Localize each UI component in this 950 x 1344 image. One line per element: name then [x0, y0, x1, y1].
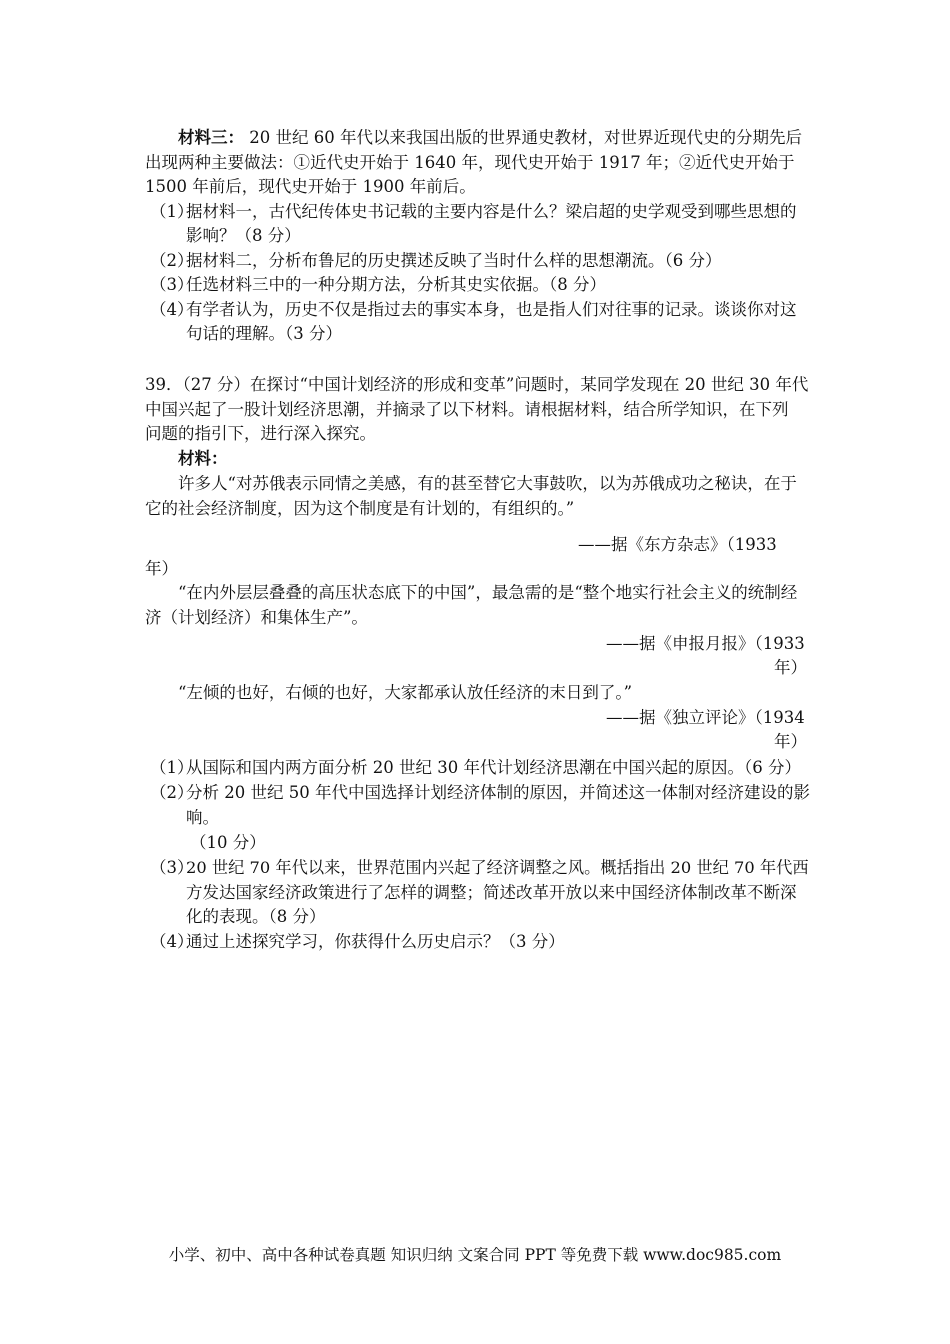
q39-source3-tail: 年） — [774, 732, 807, 751]
q39-3-line1: 20 世纪 70 年代以来，世界范围内兴起了经济调整之风。概括指出 20 世纪 70 年代西 — [186, 858, 809, 877]
material3-text1: 20 世纪 60 年代以来我国出版的世界通史教材，对世界近现代史的分期先后 — [249, 128, 802, 147]
q39-1-number: （1） — [150, 758, 194, 777]
q39-quote1-line1: 许多人“对苏俄表示同情之美感，有的甚至替它大事鼓吹，以为苏俄成功之秘诀，在于 — [178, 474, 797, 493]
q39-intro-line2: 中国兴起了一股计划经济思潮，并摘录了以下材料。请根据材料，结合所学知识，在下列 — [145, 400, 789, 419]
q39-quote2-line1: “在内外层层叠叠的高压状态底下的中国”，最急需的是“整个地实行社会主义的统制经 — [178, 583, 798, 602]
q38-4-line1: 有学者认为，历史不仅是指过去的事实本身，也是指人们对往事的记录。谈谈你对这 — [186, 300, 797, 319]
q39-3-number: （3） — [150, 858, 194, 877]
q38-1-number: （1） — [150, 202, 194, 221]
q39-source1: ——据《东方杂志》（1933 — [578, 535, 777, 554]
q39-source3: ——据《独立评论》（1934 — [606, 708, 805, 727]
q39-4-line1: 通过上述探究学习，你获得什么历史启示？（3 分） — [186, 932, 565, 951]
q39-intro-line1: 39．（27 分）在探讨“中国计划经济的形成和变革”问题时，某同学发现在 20 世纪 30 年代 — [145, 375, 809, 394]
q39-2-line1: 分析 20 世纪 50 年代中国选择计划经济体制的原因，并简述这一体制对经济建设的影 — [186, 783, 810, 802]
material3-line3: 1500 年前后，现代史开始于 1900 年前后。 — [145, 177, 476, 196]
q38-4-line2: 句话的理解。（3 分） — [186, 324, 342, 343]
q39-source2-tail: 年） — [774, 658, 807, 677]
q38-2-line1: 据材料二，分析布鲁尼的历史撰述反映了当时什么样的思想潮流。（6 分） — [186, 251, 722, 270]
q39-quote2-line2: 济（计划经济）和集体生产”。 — [145, 608, 368, 627]
q39-3-line3: 化的表现。（8 分） — [186, 907, 326, 926]
material3-line1 — [178, 126, 802, 150]
q39-2-line3: （10 分） — [190, 833, 266, 852]
page-footer: 小学、初中、高中各种试卷真题 知识归纳 文案合同 PPT 等免费下载 www.doc985.com — [168, 1246, 782, 1264]
material3-line2: 出现两种主要做法：①近代史开始于 1640 年，现代史开始于 1917 年；②近代史开始于 — [145, 153, 795, 172]
q39-quote3: “左倾的也好，右倾的也好，大家都承认放任经济的末日到了。” — [178, 683, 633, 702]
q38-1-line2: 影响？（8 分） — [186, 226, 301, 245]
q39-4-number: （4） — [150, 932, 194, 951]
q39-source1-tail: 年） — [145, 559, 178, 578]
q38-3-number: （3） — [150, 275, 194, 294]
q39-material-label: 材料： — [178, 449, 228, 468]
q38-2-number: （2） — [150, 251, 194, 270]
q39-intro-line3: 问题的指引下，进行深入探究。 — [145, 424, 376, 443]
q38-3-line1: 任选材料三中的一种分期方法，分析其史实依据。（8 分） — [186, 275, 606, 294]
q39-quote1-line2: 它的社会经济制度，因为这个制度是有计划的，有组织的。” — [145, 499, 575, 518]
q39-1-line1: 从国际和国内两方面分析 20 世纪 30 年代计划经济思潮在中国兴起的原因。（6 分） — [186, 758, 801, 777]
q39-source2: ——据《申报月报》（1933 — [606, 634, 805, 653]
q38-4-number: （4） — [150, 300, 194, 319]
q38-1-line1: 据材料一，古代纪传体史书记载的主要内容是什么？梁启超的史学观受到哪些思想的 — [186, 202, 797, 221]
material3-label: 材料三： — [178, 128, 244, 147]
q39-2-line2: 响。 — [186, 808, 219, 827]
q39-2-number: （2） — [150, 783, 194, 802]
q39-3-line2: 方发达国家经济政策进行了怎样的调整；简述改革开放以来中国经济体制改革不断深 — [186, 883, 797, 902]
